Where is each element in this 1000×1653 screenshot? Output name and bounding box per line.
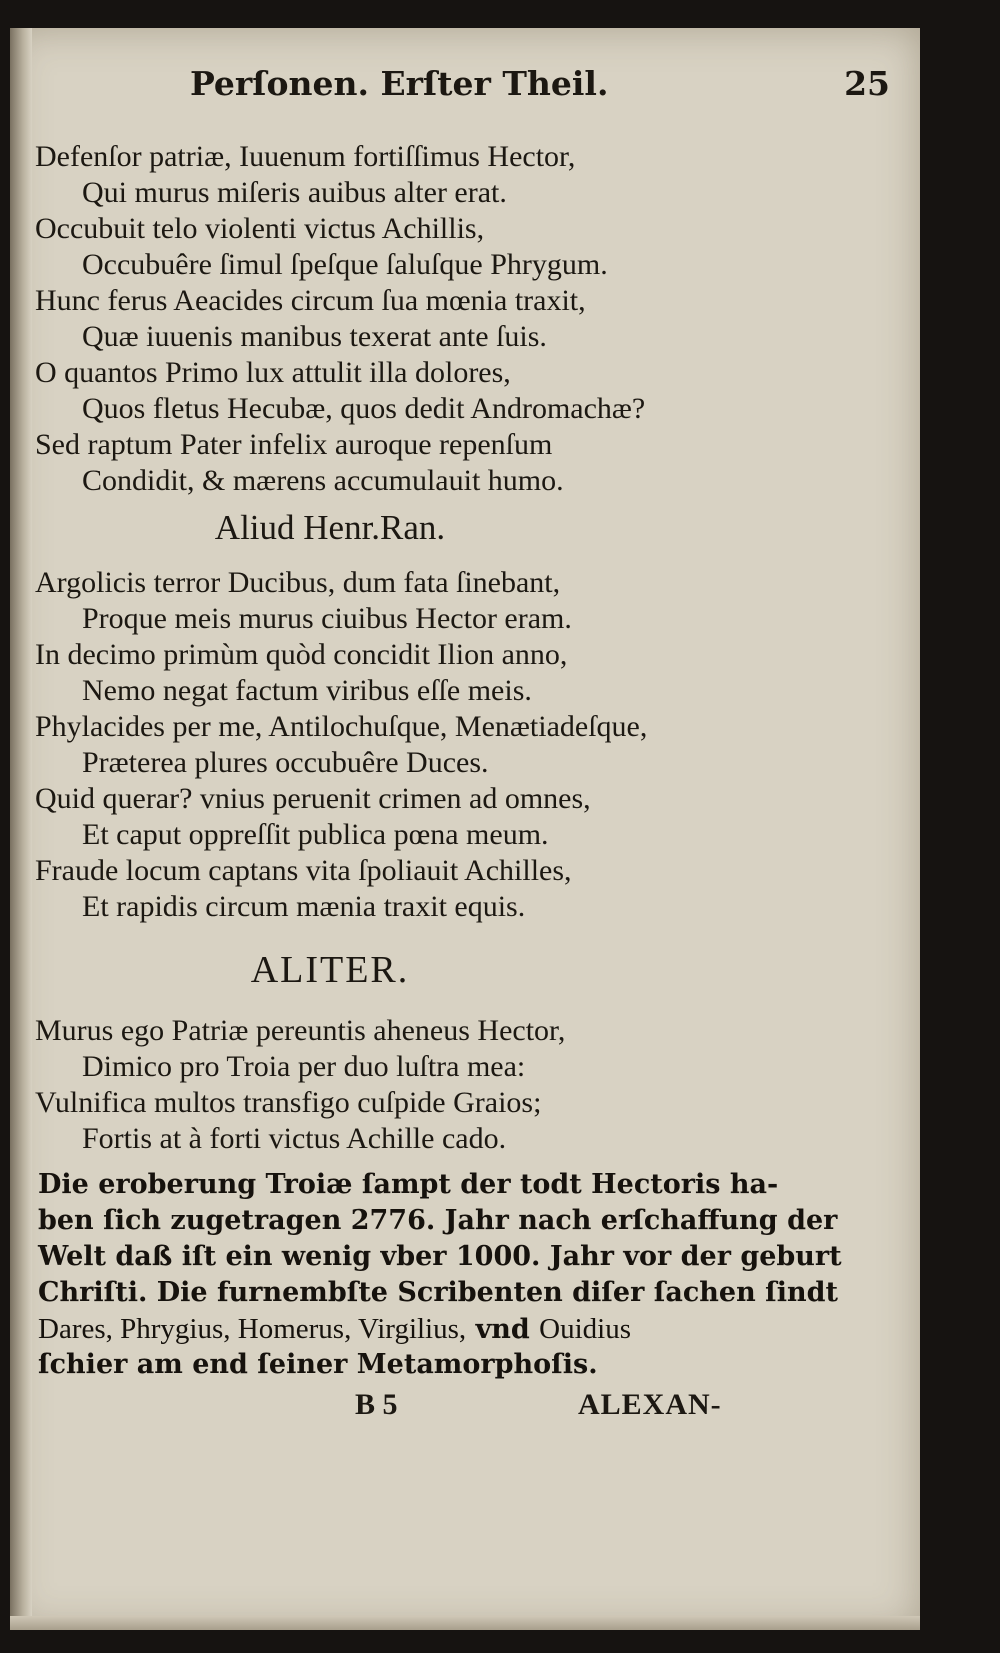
- note-line-authors: [38, 1312, 631, 1347]
- poem3-line: Vulnifica multos transfigo cuſpide Graios;: [35, 1086, 542, 1119]
- note-line: Welt daß iſt ein wenig vber 1000. Jahr vor der geburt: [38, 1241, 842, 1272]
- poem1-line: Hunc ferus Aeacides circum ſua mœnia traxit,: [35, 284, 586, 317]
- poem1-line: Occubuit telo violenti victus Achillis,: [35, 212, 485, 245]
- poem1-line: Defenſor patriæ, Iuuenum fortiſſimus Hector,: [35, 140, 576, 173]
- signature-mark: B 5: [355, 1388, 398, 1421]
- poem1-line: O quantos Primo lux attulit illa dolores,: [35, 356, 511, 389]
- section-heading-aliud: Aliud Henr.Ran.: [214, 508, 446, 547]
- poem1-line: Quæ iuuenis manibus texerat ante ſuis.: [82, 320, 547, 353]
- poem3-line: Murus ego Patriæ pereuntis aheneus Hector,: [35, 1014, 566, 1047]
- poem2-line: Proque meis murus ciuibus Hector eram.: [82, 602, 572, 635]
- poem2-line: Fraude locum captans vita ſpoliauit Achilles,: [35, 854, 572, 887]
- note-line: Die eroberung Troiæ ſampt der todt Hectoris ha-: [38, 1169, 779, 1200]
- page-gutter: [10, 28, 32, 1630]
- note-author-ovid: Ouidius: [539, 1313, 632, 1345]
- poem2-line: Et caput oppreſſit publica pœna meum.: [82, 818, 549, 851]
- poem2-line: In decimo primùm quòd concidit Ilion anno,: [35, 638, 568, 671]
- poem2-line: Et rapidis circum mænia traxit equis.: [82, 890, 526, 923]
- page-bottom-edge: [10, 1616, 920, 1630]
- poem2-line: Quid querar? vnius peruenit crimen ad omnes,: [35, 782, 591, 815]
- poem1-line: Quos fletus Hecubæ, quos dedit Andromachæ?: [82, 392, 646, 425]
- page-number: 25: [844, 64, 890, 103]
- poem3-line: Dimico pro Troia per duo luſtra mea:: [82, 1050, 526, 1083]
- note-line: Chriſti. Die furnembſte Scribenten diſer ſachen ſindt: [38, 1277, 838, 1308]
- note-line: ſchier am end ſeiner Metamorphoſis.: [38, 1349, 598, 1380]
- poem2-line: Nemo negat factum viribus eſſe meis.: [82, 674, 532, 707]
- book-page: [10, 28, 920, 1630]
- section-heading-aliter: ALITER.: [250, 949, 410, 991]
- running-header: [190, 64, 890, 103]
- running-title: Perſonen. Erſter Theil.: [190, 64, 609, 103]
- poem2-line: Argolicis terror Ducibus, dum fata ſinebant,: [35, 566, 561, 599]
- note-authors: Dares, Phrygius, Homerus, Virgilius,: [38, 1313, 467, 1345]
- poem3-line: Fortis at à forti victus Achille cado.: [82, 1122, 507, 1155]
- catchword: ALEXAN-: [578, 1388, 722, 1421]
- note-line: ben ſich zugetragen 2776. Jahr nach erſchaffung der: [38, 1205, 838, 1236]
- poem1-line: Qui murus miſeris auibus alter erat.: [82, 176, 507, 209]
- poem1-line: Sed raptum Pater infelix auroque repenſum: [35, 428, 553, 461]
- poem2-line: Præterea plures occubuêre Duces.: [82, 746, 489, 779]
- poem1-line: Occubuêre ſimul ſpeſque ſaluſque Phrygum.: [82, 248, 608, 281]
- poem1-line: Condidit, & mærens accumulauit humo.: [82, 464, 564, 497]
- note-und: vnd: [475, 1314, 530, 1345]
- poem2-line: Phylacides per me, Antilochuſque, Menætiadeſque,: [35, 710, 648, 743]
